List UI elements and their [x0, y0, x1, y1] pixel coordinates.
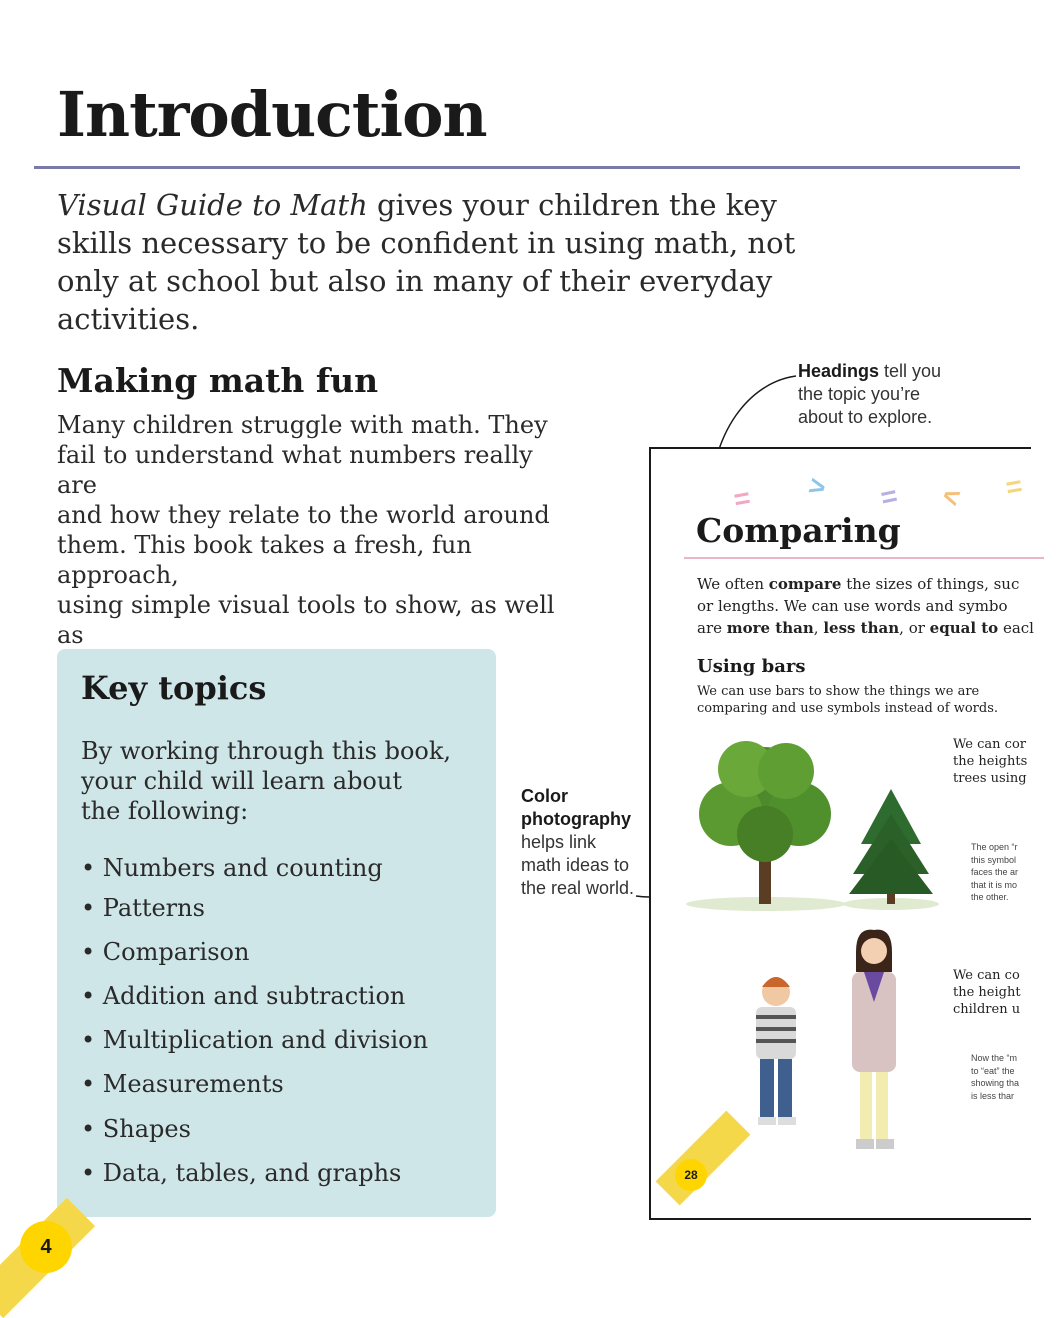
title-divider	[34, 166, 1020, 169]
text-run: equal to	[929, 619, 999, 637]
annotation-bold: Color	[521, 786, 568, 806]
text-run: more than	[726, 619, 814, 637]
key-topics-intro	[81, 736, 481, 826]
page-title: Introduction	[57, 78, 487, 151]
annotation-text: the topic you’re	[798, 384, 921, 404]
text-run: the sizes of things, suc	[841, 575, 1020, 593]
text-run: faces the ar	[971, 867, 1019, 877]
equals-symbol: =	[731, 481, 753, 516]
equals-symbol: =	[1003, 469, 1025, 504]
children-photo	[746, 927, 926, 1177]
topic-item: • Multiplication and division	[81, 1026, 428, 1054]
text-run: Now the “m	[971, 1053, 1018, 1063]
text-run: or lengths. We can use words and symbo	[697, 597, 1008, 615]
key-topics-heading: Key topics	[81, 669, 267, 707]
trees-photo	[691, 729, 931, 914]
text-run: We can cor	[953, 737, 1026, 752]
annotation-bold: Headings	[798, 361, 880, 381]
text-run: We often	[697, 575, 769, 593]
less-than-symbol: <	[938, 479, 965, 514]
sample-subheading: Using bars	[697, 656, 806, 677]
intro-text: gives your children the key skills necessary to be confident in using math, not only at school but also in many of their everyday activities.	[57, 188, 796, 336]
text-run: is less thar	[971, 1090, 1015, 1101]
sample-heading-rule	[684, 557, 1044, 559]
sample-small-note-2	[971, 1052, 1019, 1102]
annotation-text: about to explore.	[798, 407, 933, 427]
body-line: fail to understand what numbers really are	[57, 441, 533, 499]
text-run: ,	[813, 619, 824, 637]
body-line: and how they relate to the world around	[57, 501, 550, 529]
sample-note-children	[953, 967, 1021, 1018]
annotation-text: math ideas to	[521, 855, 630, 875]
text-run: are	[697, 619, 727, 637]
sample-page-number: 28	[675, 1159, 707, 1191]
intro-paragraph	[57, 186, 837, 338]
text-run: children u	[953, 1002, 1021, 1017]
text-run: the height	[953, 985, 1021, 1000]
sample-body	[697, 573, 1057, 639]
topic-item: • Measurements	[81, 1070, 284, 1098]
text-run: We can co	[953, 968, 1020, 983]
sample-small-note-1	[971, 841, 1018, 904]
body-line: using simple visual tools to show, as well as	[57, 591, 555, 649]
intro-line: the following:	[81, 797, 249, 825]
annotation-text: tell you	[879, 361, 942, 381]
sample-page-preview	[649, 447, 1034, 1220]
text-run: this symbol	[971, 854, 1017, 865]
intro-line: By working through this book,	[81, 737, 452, 765]
topic-item: • Addition and subtraction	[81, 982, 405, 1010]
annotation-headings	[798, 360, 1018, 429]
body-line: Many children struggle with math. They	[57, 411, 548, 439]
topic-item: • Data, tables, and graphs	[81, 1159, 401, 1187]
text-run: eacl	[998, 619, 1034, 637]
annotation-text: the real world.	[521, 878, 635, 898]
intro-line: your child will learn about	[81, 767, 402, 795]
topic-item: • Comparison	[81, 938, 249, 966]
text-run: The open “r	[971, 842, 1018, 852]
text-run: compare	[768, 575, 842, 593]
annotation-color-photography	[521, 785, 651, 900]
text-run: We can use bars to show the things we are	[697, 684, 980, 699]
topic-item: • Patterns	[81, 894, 205, 922]
sample-page-corner-tab	[656, 1111, 751, 1206]
text-run: comparing and use symbols instead of words.	[697, 701, 998, 716]
equals-symbol: =	[877, 479, 901, 514]
annotation-text: helps link	[521, 832, 597, 852]
text-run: the other.	[971, 892, 1009, 902]
topic-item: • Shapes	[81, 1115, 191, 1143]
text-run: less than	[823, 619, 900, 637]
text-run: , or	[899, 619, 930, 637]
text-run: showing tha	[971, 1078, 1020, 1088]
annotation-bold: photography	[521, 809, 631, 829]
body-line: them. This book takes a fresh, fun approach,	[57, 531, 472, 589]
text-run: that it is mo	[971, 879, 1018, 890]
book-title: Visual Guide to Math	[57, 188, 368, 222]
sample-note-trees	[953, 736, 1027, 787]
sample-subbody	[697, 683, 1057, 717]
topic-item: • Numbers and counting	[81, 854, 383, 882]
text-run: trees using	[953, 771, 1027, 786]
making-math-fun-body	[57, 410, 577, 680]
text-run: to “eat” the	[971, 1065, 1015, 1076]
page-number: 4	[20, 1221, 72, 1273]
text-run: the heights	[953, 754, 1028, 769]
greater-than-symbol: >	[805, 469, 830, 504]
sample-heading: Comparing	[696, 511, 901, 550]
section-heading-making-math-fun: Making math fun	[57, 361, 379, 400]
